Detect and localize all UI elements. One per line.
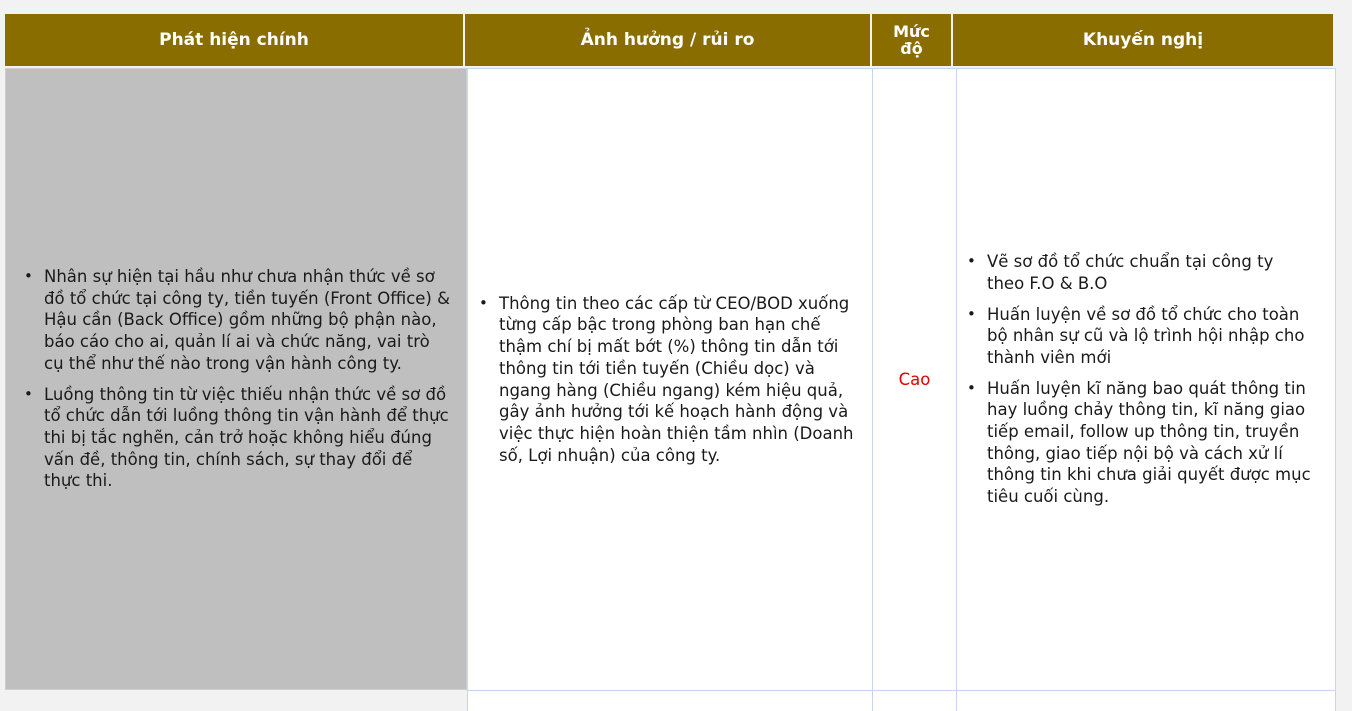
list-item: • Nhân sự hiện tại hầu như chưa nhận thức về sơ đồ tổ chức tại công ty, tiền tuyến (Front Office) & Hậu cần (Back Office) gồm những bộ phận nào, báo cáo cho ai, quản lí ai và chức năng, vai trò cụ thể như thế nào trong vận hành công ty.: [24, 266, 452, 375]
list-item: • Huấn luyện về sơ đồ tổ chức cho toàn bộ nhân sự cũ và lộ trình hội nhập cho thành viên mới: [967, 304, 1311, 369]
next-row-impact-cell: [467, 691, 872, 711]
level-value: Cao: [898, 369, 931, 389]
recommendation-list: [957, 251, 1335, 508]
header-findings: Phát hiện chính: [5, 14, 463, 66]
impact-cell: [467, 68, 872, 690]
level-cell: [872, 68, 956, 690]
header-recommendation: Khuyến nghị: [953, 14, 1333, 66]
list-item: • Luồng thông tin từ việc thiếu nhận thức về sơ đồ tổ chức dẫn tới luồng thông tin vận hành để thực thi bị tắc nghẽn, cản trở hoặc không hiểu đúng vấn đề, thông tin, chính sách, sự thay đổi để thực thi.: [24, 384, 452, 493]
findings-cell: [5, 68, 467, 690]
list-item: • Vẽ sơ đồ tổ chức chuẩn tại công ty theo F.O & B.O: [967, 251, 1311, 294]
recommendation-cell: [956, 68, 1336, 690]
table-row: [5, 68, 1336, 690]
impact-list: [468, 293, 872, 467]
findings-table: [5, 14, 1337, 704]
list-item: • Huấn luyện kĩ năng bao quát thông tin hay luồng chảy thông tin, kĩ năng giao tiếp email, follow up thông tin, truyền thông, giao tiếp nội bộ và cách xử lí thông tin khi chưa giải quyết được mục tiêu cuối cùng.: [967, 378, 1311, 508]
findings-list: [6, 266, 466, 492]
list-item: • Thông tin theo các cấp từ CEO/BOD xuống từng cấp bậc trong phòng ban hạn chế thậm chí bị mất bớt (%) thông tin dẫn tới thông tin tới tiền tuyến (Chiều dọc) và ngang hàng (Chiều ngang) kém hiệu quả, gây ảnh hưởng tới kế hoạch hành động và việc thực hiện hoàn thiện tầm nhìn (Doanh số, Lợi nhuận) của công ty.: [479, 293, 858, 467]
next-row-recommendation-cell: [956, 691, 1336, 711]
header-impact: Ảnh hưởng / rủi ro: [465, 14, 870, 66]
table-header: [5, 14, 1333, 66]
header-level-label: Mức độ: [893, 22, 930, 58]
next-row-level-cell: [872, 691, 956, 711]
header-level: [872, 14, 951, 66]
